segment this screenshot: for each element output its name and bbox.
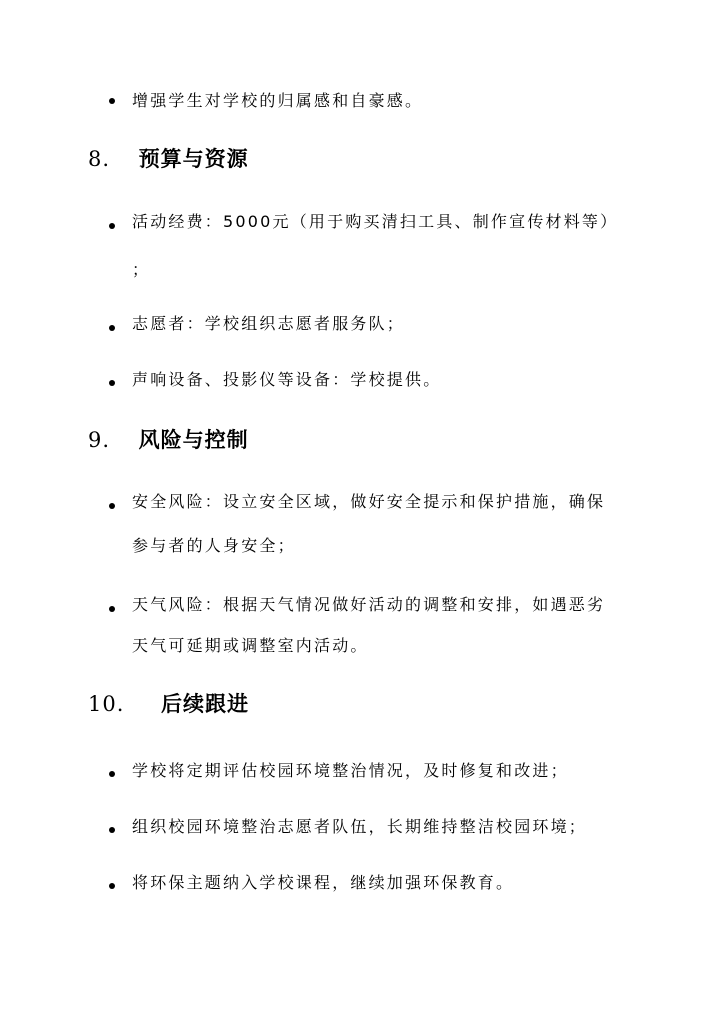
list-item-text: 学校将定期评估校园环境整治情况，及时修复和改进； [132, 761, 569, 780]
bullet-dot [109, 325, 115, 331]
section-number: 9. [88, 428, 111, 452]
list-item-text: 声响设备、投影仪等设备：学校提供。 [132, 370, 442, 389]
list-item-continuation: 参与者的人身安全； [132, 536, 296, 555]
section-title: 风险与控制 [138, 428, 249, 452]
bullet-dot [109, 98, 115, 104]
bullet-dot [109, 606, 115, 612]
section-number: 8. [88, 147, 111, 171]
bullet-dot [109, 771, 115, 777]
section-heading-8 [88, 148, 249, 170]
list-item-text: 组织校园环境整治志愿者队伍，长期维持整洁校园环境； [132, 817, 588, 836]
bullet-dot [109, 380, 115, 386]
section-number: 10. [88, 692, 125, 716]
list-item-text: 天气风险：根据天气情况做好活动的调整和安排，如遇恶劣 [132, 595, 606, 614]
bullet-dot [109, 883, 115, 889]
list-item-text: 志愿者：学校组织志愿者服务队； [132, 314, 406, 333]
bullet-dot [109, 503, 115, 509]
list-item-text: 活动经费：5000元（用于购买清扫工具、制作宣传材料等） [132, 212, 619, 231]
bullet-dot [109, 827, 115, 833]
bullet-dot [109, 223, 115, 229]
intro-bullet-text: 增强学生对学校的归属感和自豪感。 [132, 91, 424, 110]
section-heading-10 [88, 693, 249, 715]
section-heading-9 [88, 429, 249, 451]
section-title: 预算与资源 [138, 147, 249, 171]
list-item-continuation: 天气可延期或调整室内活动。 [132, 636, 369, 655]
list-item-text: 将环保主题纳入学校课程，继续加强环保教育。 [132, 873, 515, 892]
section-title: 后续跟进 [161, 692, 250, 716]
list-item-continuation: ； [132, 260, 151, 279]
list-item-text: 安全风险：设立安全区域，做好安全提示和保护措施，确保 [132, 492, 606, 511]
